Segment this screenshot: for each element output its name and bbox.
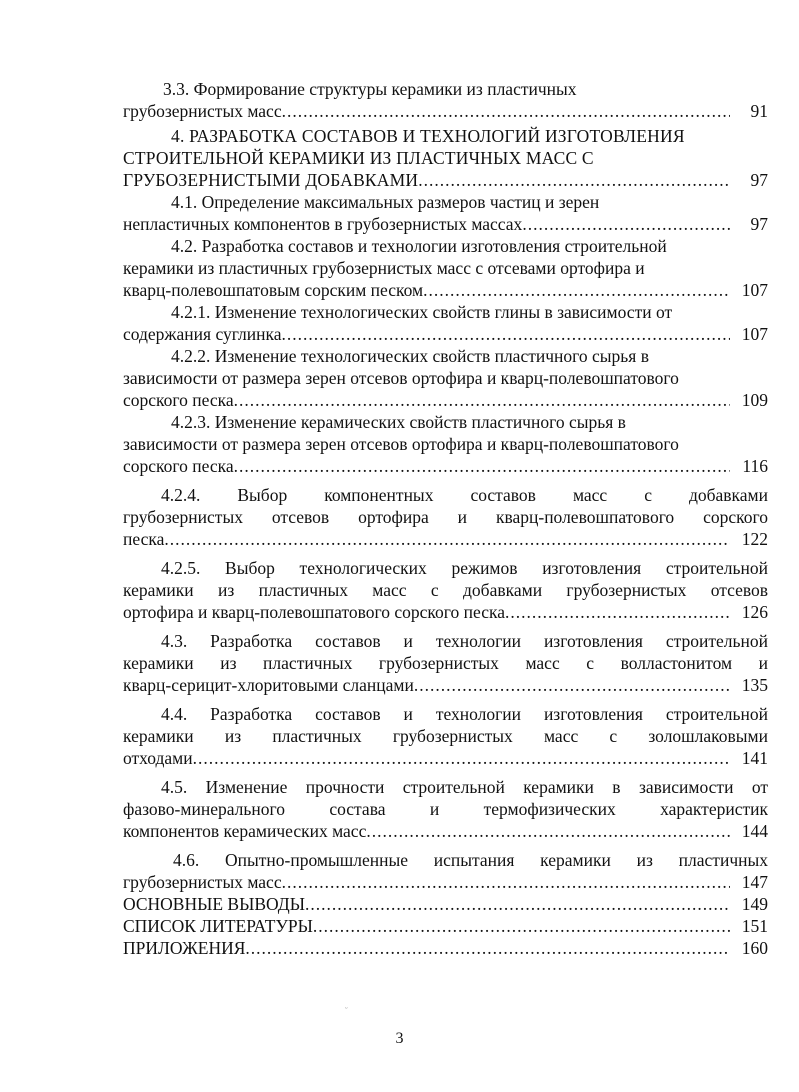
toc-entry[interactable] [123, 125, 768, 191]
toc-entry-last-line [123, 674, 768, 696]
dot-leader [414, 674, 730, 696]
toc-entry-line: грубозернистых отсевов ортофира и кварц-полевошпатового сорского [123, 507, 768, 527]
toc-entry-title-end: СПИСОК ЛИТЕРАТУРЫ [123, 916, 313, 936]
dot-leader [505, 601, 730, 623]
toc-entry[interactable] [123, 235, 768, 301]
dot-leader [418, 169, 730, 191]
toc-page-number: 109 [741, 390, 768, 410]
toc-entry-title-end: ГРУБОЗЕРНИСТЫМИ ДОБАВКАМИ [123, 170, 419, 190]
scan-speck: ᵕ [345, 1003, 348, 1013]
toc-entry-last-line [123, 937, 768, 959]
toc-entry-line: керамики из пластичных грубозернистых масс с волластонитом и [123, 653, 768, 673]
toc-entry[interactable] [123, 411, 768, 477]
toc-entry[interactable] [123, 630, 768, 696]
toc-entry-title-end: непластичных компонентов в грубозернистых массах [123, 214, 523, 234]
table-of-contents [123, 78, 768, 959]
toc-page-number: 151 [741, 916, 768, 936]
dot-leader [282, 100, 730, 122]
toc-page-number: 160 [741, 938, 768, 958]
toc-page-number: 141 [741, 748, 768, 768]
toc-page-number: 122 [741, 529, 768, 549]
toc-entry-title-end: компонентов керамических масс [123, 821, 367, 841]
toc-entry[interactable] [123, 191, 768, 235]
toc-entry[interactable] [123, 893, 768, 915]
toc-entry-line: 4.4. Разработка составов и технологии изготовления строительной [161, 704, 768, 724]
toc-entry[interactable] [123, 557, 768, 623]
toc-entry-line: СТРОИТЕЛЬНОЙ КЕРАМИКИ ИЗ ПЛАСТИЧНЫХ МАСС С [123, 148, 594, 168]
toc-entry-last-line [123, 893, 768, 915]
toc-entry-line: 4.1. Определение максимальных размеров частиц и зерен [171, 192, 600, 212]
toc-entry-last-line [123, 871, 768, 893]
toc-entry-line: 4.2.4. Выбор компонентных составов масс с добавками [161, 485, 768, 505]
toc-entry-title-end: содержания суглинка [123, 324, 282, 344]
toc-page-number: 97 [750, 214, 768, 234]
toc-entry-line: 4.3. Разработка составов и технологии изготовления строительной [161, 631, 768, 651]
toc-entry-title-end: ПРИЛОЖЕНИЯ [123, 938, 246, 958]
dot-leader [522, 213, 730, 235]
toc-entry-line: 3.3. Формирование структуры керамики из пластичных [163, 79, 577, 99]
toc-entry-line: 4. РАЗРАБОТКА СОСТАВОВ И ТЕХНОЛОГИЙ ИЗГОТОВЛЕНИЯ [171, 126, 685, 146]
toc-entry[interactable] [123, 345, 768, 411]
toc-entry-line: керамики из пластичных масс с добавками грубозернистых отсевов [123, 580, 768, 600]
toc-entry-title-end: кварц-полевошпатовым сорским песком [123, 280, 424, 300]
toc-entry-line: 4.2. Разработка составов и технологии изготовления строительной [171, 236, 667, 256]
toc-entry-line: керамики из пластичных грубозернистых масс с отсевами ортофира и [123, 258, 645, 278]
dot-leader [313, 915, 730, 937]
toc-entry[interactable] [123, 301, 768, 345]
toc-entry-last-line [123, 747, 768, 769]
toc-page-number: 147 [741, 872, 768, 892]
toc-page-number: 91 [750, 101, 768, 121]
toc-entry-last-line [123, 915, 768, 937]
toc-entry-last-line [123, 279, 768, 301]
dot-leader [234, 389, 730, 411]
toc-entry-last-line [123, 169, 768, 191]
toc-entry-line: зависимости от размера зерен отсевов ортофира и кварц-полевошпатового [123, 434, 679, 454]
toc-entry-last-line [123, 323, 768, 345]
toc-entry-line: фазово-минерального состава и термофизических характеристик [123, 799, 768, 819]
toc-entry[interactable] [123, 703, 768, 769]
toc-page-number: 107 [741, 280, 768, 300]
toc-entry-line: 4.2.1. Изменение технологических свойств глины в зависимости от [171, 302, 673, 322]
toc-entry-line: зависимости от размера зерен отсевов ортофира и кварц-полевошпатового [123, 368, 679, 388]
toc-entry-title-end: грубозернистых масс [123, 101, 282, 121]
toc-entry-line: 4.6. Опытно-промышленные испытания керамики из пластичных [173, 850, 768, 870]
toc-entry[interactable] [123, 937, 768, 959]
toc-page-number: 116 [742, 456, 768, 476]
dot-leader [366, 820, 730, 842]
dot-leader [423, 279, 730, 301]
toc-entry-last-line [123, 601, 768, 623]
toc-page-number: 126 [741, 602, 768, 622]
toc-page-number: 107 [741, 324, 768, 344]
dot-leader [282, 323, 731, 345]
toc-entry-title-end: грубозернистых масс [123, 872, 282, 892]
toc-entry-last-line [123, 213, 768, 235]
toc-page-number: 144 [741, 821, 768, 841]
dot-leader [305, 893, 730, 915]
toc-entry-last-line [123, 389, 768, 411]
dot-leader [245, 937, 730, 959]
toc-entry-last-line [123, 820, 768, 842]
toc-entry[interactable] [123, 78, 768, 122]
toc-entry-line: 4.2.3. Изменение керамических свойств пластичного сырья в [171, 412, 626, 432]
dot-leader [282, 871, 730, 893]
toc-page-number: 135 [741, 675, 768, 695]
toc-entry-title-end: ОСНОВНЫЕ ВЫВОДЫ [123, 894, 306, 914]
dot-leader [193, 747, 730, 769]
page-number: 3 [395, 1030, 404, 1047]
toc-entry-last-line [123, 528, 768, 550]
toc-entry-line: керамики из пластичных грубозернистых масс с золошлаковыми [123, 726, 768, 746]
dot-leader [164, 528, 730, 550]
toc-entry[interactable] [123, 915, 768, 937]
toc-page-number: 97 [750, 170, 768, 190]
toc-entry-title-end: кварц-серицит-хлоритовыми сланцами [123, 675, 414, 695]
toc-entry-line: 4.5. Изменение прочности строительной керамики в зависимости от [161, 777, 768, 797]
toc-entry-last-line [123, 455, 768, 477]
dot-leader [234, 455, 730, 477]
toc-entry[interactable] [123, 849, 768, 893]
toc-page-number: 149 [741, 894, 768, 914]
toc-entry-line: 4.2.5. Выбор технологических режимов изготовления строительной [161, 558, 768, 578]
toc-entry-title-end: сорского песка [123, 456, 234, 476]
toc-entry-title-end: песка [123, 529, 165, 549]
toc-entry[interactable] [123, 484, 768, 550]
toc-entry-last-line [123, 100, 768, 122]
toc-entry-title-end: ортофира и кварц-полевошпатового сорского песка [123, 602, 505, 622]
toc-entry[interactable] [123, 776, 768, 842]
toc-entry-title-end: сорского песка [123, 390, 234, 410]
toc-entry-line: 4.2.2. Изменение технологических свойств пластичного сырья в [171, 346, 649, 366]
toc-entry-title-end: отходами [123, 748, 193, 768]
